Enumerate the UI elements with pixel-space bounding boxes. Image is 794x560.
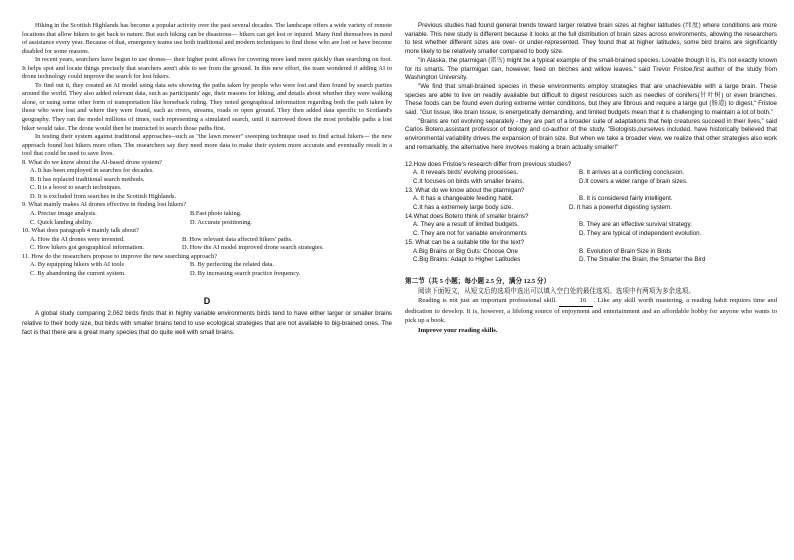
passage-c-paragraph-3: To find out it, they created an AI model using data sets showing the paths taken by people who were lost and then found by search parties around the world. They also added relevant data, such as participants' age, their reasons for hiking, and details about whether they were walking alone, or using some other form of transportation like horseback riding. They noted geographical information regarding both the path taken by those who were lost and where they were found, such as rivers, streams, roads or open ground. They then added data specific to Scotland's geography. They ran the model millions of times, each representing a simulated search, until it narrowed down the most probable paths a lost hiker would take. The drone would then be instructed to search those paths first. — [22, 81, 392, 132]
option: A.Big Brains or Big Guts: Choose One — [413, 247, 518, 255]
option: D. The Smaller the Brain, the Smarter the Bird — [579, 256, 706, 264]
option: A. Precise image analysis. — [30, 210, 97, 218]
option: A. It reveals birds' evolving processes. — [413, 169, 519, 177]
option: D. How the AI model improved drone search strategies. — [182, 244, 324, 252]
question-stem: 11. How do the researchers propose to improve the new searching approach? — [22, 252, 217, 260]
question-stem: 8. What do we know about the AI-based drone system? — [22, 158, 163, 166]
option: C. They are not for variable environments — [413, 230, 527, 238]
option: B. By perfecting the related data. — [190, 261, 275, 269]
option: A. By equipping hikers with AI tools — [30, 261, 124, 269]
passage-d-paragraph-5: "Brains are not evolving separately - they are part of a broader suite of adaptations that help creatures succeed in their lives," said Carlos Botero,assistant professor of biology and co-author of the study. "Biologists,ourselves included, have historically believed that environmental variability drives the expansion of brain size. But when we take a broader view, we realize that other strategies also work and remarkably, the alternative here involves making a brain actually smaller!" — [405, 117, 777, 151]
option: C.It has a extremely large body size. — [413, 204, 514, 212]
passage-d-paragraph-4: "We find that small-brained species in these environments employ strategies that are unachievable with a large brain. These species are able to live on readily available but difficult to digest resources such as needles of conifers(针叶树) or even branches. These foods can be found even during extreme winter conditions, but they are fibrous and require a large gut (肠道) to digest," Fristoe said. "Gut tissue, like brain tissue, is energetically demanding, and limited budgets mean that it is challenging to maintain a lot of both." — [405, 82, 777, 117]
question-stem: 10. What does paragraph 4 mainly talk about? — [22, 227, 139, 235]
option: D.It covers a wider range of brain sizes. — [579, 177, 688, 185]
option: C.It focuses on birds with smaller brains. — [413, 177, 525, 185]
option: B.Fast photo taking. — [190, 210, 242, 218]
option: D. It is excluded from searches in the Scottish Highlands. — [30, 192, 177, 200]
passage-c-paragraph-1: Hiking in the Scottish Highlands has become a popular activity over the past several decades. The landscape offers a wide variety of remote locations that allow hikers to get back to nature. But such hiking can be disastrous— hikers can get lost or injured. Many find themselves in need of assistance every year. Because of that, emergency teams use both traditional and modern techniques to find those who are lost or have become disabled for some reasons. — [22, 22, 392, 55]
option: B. It has replaced traditional search methods. — [30, 175, 145, 183]
question-11 — [22, 253, 392, 279]
question-stem: 12.How does Fristoe's research differ from previous studies? — [405, 160, 572, 168]
option: A. They are a result of limited budgets. — [413, 221, 519, 229]
right-column — [405, 22, 777, 336]
question-13 — [405, 187, 777, 213]
section-2-heading: 第二节（共 5 小题；每小题 2.5 分，满分 12.5 分） — [405, 277, 551, 285]
question-14 — [405, 213, 777, 239]
question-stem: 15. What can be a suitable title for the text? — [405, 238, 525, 246]
question-stem: 13. What do we know about the ptarmigan? — [405, 186, 525, 194]
option: B. How relevant data affected hikers' paths. — [182, 235, 293, 243]
option: B. It is considered fairly intelligent. — [579, 195, 673, 203]
passage-c-paragraph-4: In testing their system against traditional approaches--such as "the lawn mower" sweeping technique used to find actual hikers— the new approach found lost hikers more often. The researchers say they need more data to make their system more accurate and eventually result in a tool that could be used to save lives. — [22, 133, 392, 158]
option: D. Accurate positioning. — [190, 218, 253, 226]
passage-text: Reading is not just an important professional skill. — [418, 297, 557, 305]
left-column — [22, 22, 392, 337]
question-12 — [405, 161, 777, 187]
section-2-instruction: 阅读下面短文，从短文后的选项中选出可以填入空白处的最佳选项。选项中有两项为多余选项。 — [418, 287, 695, 295]
option: C. By abandoning the current system. — [30, 269, 126, 277]
passage-text: . Like any skill worth mastering, a reading habit requires time and dedication to develop. It is, however, a lifelong source of enjoyment and entertainment and an affordable hobby for anyone who wants to pick up a book. — [405, 297, 777, 325]
option: B. They are an effective survival strategy. — [579, 221, 692, 229]
answer-blank-16: 16 — [559, 296, 593, 307]
question-stem: 9. What mainly makes AI drones effective in finding lost hikers? — [22, 201, 187, 209]
option: C.Big Brains: Adapt to Higher Latitudes — [413, 256, 521, 264]
seven-choose-five-passage — [405, 296, 777, 326]
question-10 — [22, 227, 392, 253]
passage-d-paragraph-3: "In Alaska, the ptarmigan (雷鸟) might be a typical example of the small-brained species. Lovable though it is, it's not exactly known for its smarts. The ptarmigan can, however, feed on birches and willow leaves." said Trevor Fristoe,first author of the study from Washington University. — [405, 56, 777, 82]
option: B. It arrives at a conflicting conclusion. — [579, 169, 685, 177]
option: D. They are typical of independent evolution. — [579, 230, 702, 238]
passage-c-paragraph-2: In recent years, searchers have begun to use drones— their higher point allows for covering more land more quickly than searching on foot. It helps spot and locate things precisely that searchers aren't able to see from the ground. In this new effort, the team wondered if adding AI to drone technology could improve the search for lost hikers. — [22, 56, 392, 81]
passage-d-paragraph-1: A global study comparing 2,062 birds finds that in highly variable environments birds tend to have either larger or smaller brains relative to their body size, but birds with smaller brains tend to use ecological strategies that are not available to big-brained ones. The fact is that there are a great many species that do quite well with small brains. — [22, 310, 392, 336]
question-15 — [405, 239, 777, 265]
option: A. How the AI drones were invented. — [30, 235, 125, 243]
option: C. How hikers got geographical information. — [30, 244, 144, 252]
option: D. It has a powerful digesting system. — [569, 204, 672, 212]
question-stem: 14.What does Botero think of smaller brains? — [405, 212, 529, 220]
option: A. It has been employed in searches for decades. — [30, 167, 154, 175]
question-8 — [22, 159, 392, 202]
passage-d-paragraph-2: Previous studies had found general trends toward larger relative brain sizes at higher latitudes (纬度) where conditions are more variable. This new study is different because it looks at the full distribution of brain sizes across environments, allowing the researchers to test whether different sizes are over- or under-represented. They found that at higher latitudes, some bird brains are significantly more likely to be relatively smaller compared to body size. — [405, 22, 777, 56]
question-9 — [22, 201, 392, 227]
option: C. It is a boost to search techniques. — [30, 184, 122, 192]
section-d-heading: D — [203, 296, 211, 307]
option: D. By increasing search practice frequency. — [190, 269, 301, 277]
option: A. It has a changeable feeding habit. — [413, 195, 514, 203]
option: B. Evolution of Brain Size in Birds — [579, 247, 672, 255]
passage-subheading: Improve your reading skills. — [418, 326, 498, 334]
option: C. Quick landing ability. — [30, 218, 93, 226]
